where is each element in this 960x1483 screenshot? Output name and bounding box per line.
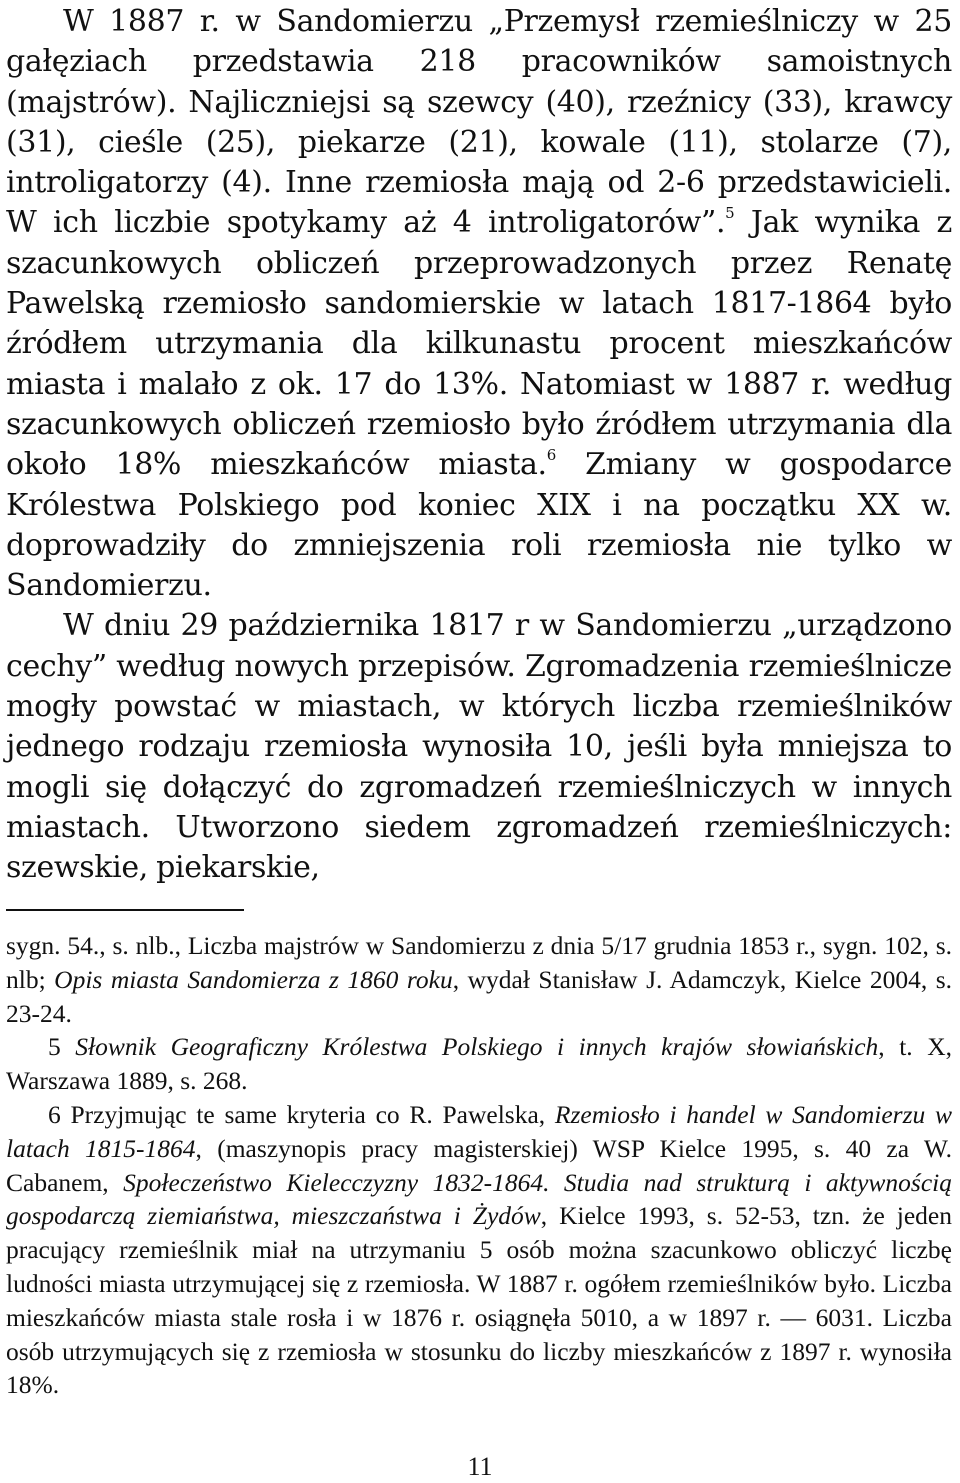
main-text [6,2,952,889]
footnote-6-title-a: Rzemiosło i handel w Sandomierzu w latach 1815-1864 [6,1099,952,1163]
footnote-6-text-a: 6 Przyjmując te same kryteria co R. Pawelska, [48,1099,555,1129]
footnote-ref-5[interactable]: 5 [725,204,735,223]
footnote-4-continued [6,929,952,1030]
footnote-cont-text-b: , wydał Stanisław J. Adamczyk, Kielce 2004, s. 23-24. [6,964,952,1028]
footnote-5 [6,1030,952,1098]
footnote-cont-title: Opis miasta Sandomierza z 1860 roku [54,964,453,994]
paragraph-1 [6,2,952,606]
footnote-5-number: 5 [48,1032,76,1062]
footnote-6-text-b: , (maszynopis pracy magisterskiej) WSP Kielce 1995, s. 40 za W. Cabanem, [6,1133,953,1197]
footnote-ref-6[interactable]: 6 [546,446,556,465]
paragraph-1-text-c: Zmiany w gospodarce Królestwa Polskiego pod koniec XIX i na początku XX w. doprowadziły do zmniejszenia roli rzemiosła nie tylko w Sandomierzu. [6,447,952,604]
footnote-6 [6,1098,952,1402]
footnote-5-title: Słownik Geograficzny Królestwa Polskiego i innych krajów słowiańskich [75,1032,879,1062]
footnote-separator [6,909,244,911]
footnote-5-text: , t. X, Warszawa 1889, s. 268. [6,1032,952,1096]
paragraph-2: W dniu 29 października 1817 r w Sandomierzu „urządzono cechy” według nowych przepisów. Zgromadzenia rzemieślnicze mogły powstać w miastach, w których liczba rzemieślników jednego rodzaju rzemiosła wynosiła 10, jeśli była mniejsza to mogli się dołączyć do zgromadzeń rzemieślniczych w innych miastach. Utworzono siedem zgromadzeń rzemieślniczych: szewskie, piekarskie, [6,608,952,886]
page-number: 11 [467,1452,493,1481]
footnote-6-text-c: , Kielce 1993, s. 52-53, tzn. że jeden pracujący rzemieślnik miał na utrzymaniu 5 osób można szacunkowo obliczyć liczbę ludności miasta utrzymującej się z rzemiosła. W 1887 r. ogółem rzemieślników było. Liczba mieszkańców miasta stale rosła i w 1876 r. osiągnęła 5010, a w 1897 r. — 6031. Liczba osób utrzymujących się z rzemiosła w stosunku do liczby mieszkańców z 1897 r. wynosiła 18%. [6,1201,952,1400]
footnote-cont-text-a: sygn. 54., s. nlb., Liczba majstrów w Sandomierzu z dnia 5/17 grudnia 1853 r., sygn. 102, s. nlb; [6,931,952,994]
paragraph-1-text-a: W 1887 r. w Sandomierzu „Przemysł rzemieślniczy w 25 gałęziach przedstawia 218 pracowników samoistnych (majstrów). Najliczniejsi są szewcy (40), rzeźnicy (33), krawcy (31), cieśle (25), piekarze (21), kowale (11), stolarze (7), introligatorzy (4). Inne rzemiosła mają od 2-6 przedstawicieli. W ich liczbie spotykamy aż 4 introligatorów”. [6,4,952,241]
footnotes [6,929,952,1402]
footnote-6-title-b: Społeczeństwo Kielecczyzny 1832-1864. Studia nad strukturą i aktywnością gospodarczą ziemiaństwa, mieszczaństwa i Żydów [6,1167,952,1231]
paragraph-1-text-b: Jak wynika z szacunkowych obliczeń przeprowadzonych przez Renatę Pawelską rzemiosło sandomierskie w latach 1817-1864 było źródłem utrzymania dla kilkunastu procent mieszkańców miasta i malało z ok. 17 do 13%. Natomiast w 1887 r. według szacunkowych obliczeń rzemiosło było źródłem utrzymania dla około 18% mieszkańców miasta. [6,205,952,483]
